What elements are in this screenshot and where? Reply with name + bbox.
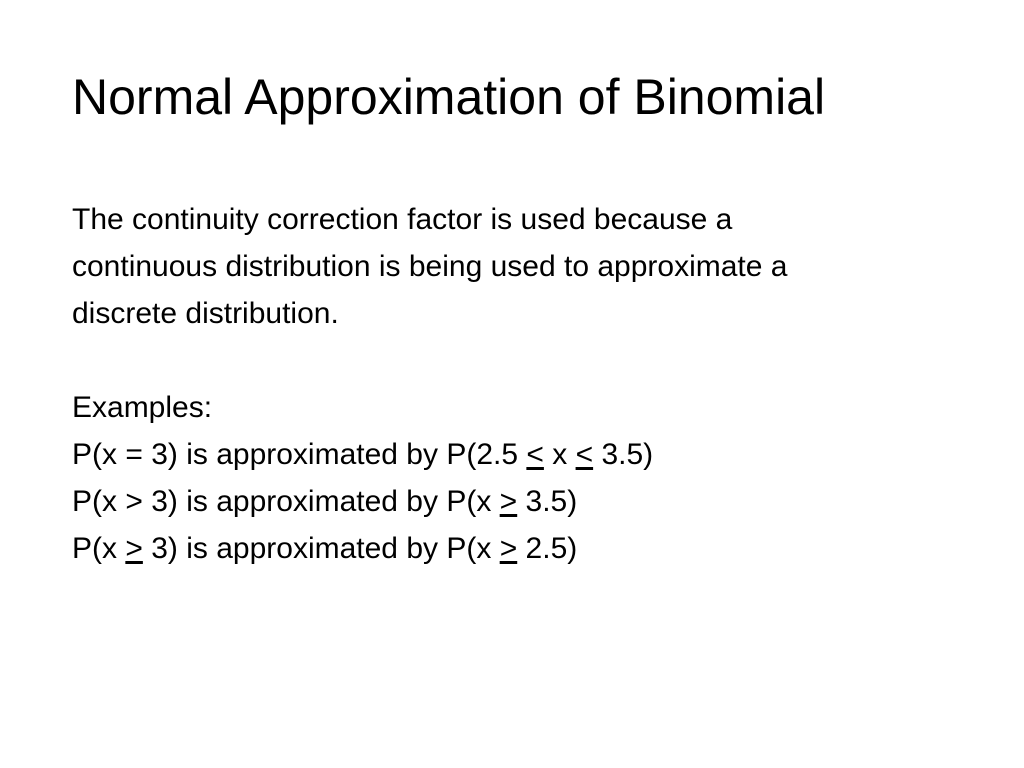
example-line-1 — [72, 431, 972, 478]
greater-equal-symbol: > — [125, 532, 143, 565]
example-text: P(x > 3) is approximated by P(x — [72, 485, 500, 518]
examples-heading: Examples: — [72, 391, 213, 424]
less-equal-symbol: < — [526, 438, 544, 471]
paragraph-line: continuous distribution is being used to approximate a — [72, 250, 788, 283]
example-line-2 — [72, 478, 972, 525]
greater-equal-symbol: > — [499, 532, 518, 565]
slide-body — [72, 196, 972, 572]
example-text: 3.5) — [517, 485, 578, 518]
paragraph-line: The continuity correction factor is used because a — [72, 203, 733, 236]
less-equal-symbol: < — [575, 438, 594, 471]
example-text: 3.5) — [593, 438, 654, 471]
example-text: 3) is approximated by P(x — [142, 532, 500, 565]
paragraph-line: discrete distribution. — [72, 297, 339, 330]
greater-equal-symbol: > — [499, 485, 518, 518]
slide-title: Normal Approximation of Binomial — [72, 69, 826, 125]
example-line-3 — [72, 525, 972, 572]
example-text: P(x — [72, 532, 126, 565]
spacer — [72, 337, 972, 384]
example-text: 2.5) — [517, 532, 578, 565]
example-text: P(x = 3) is approximated by P(2.5 — [72, 438, 527, 471]
example-text: x — [543, 438, 576, 471]
